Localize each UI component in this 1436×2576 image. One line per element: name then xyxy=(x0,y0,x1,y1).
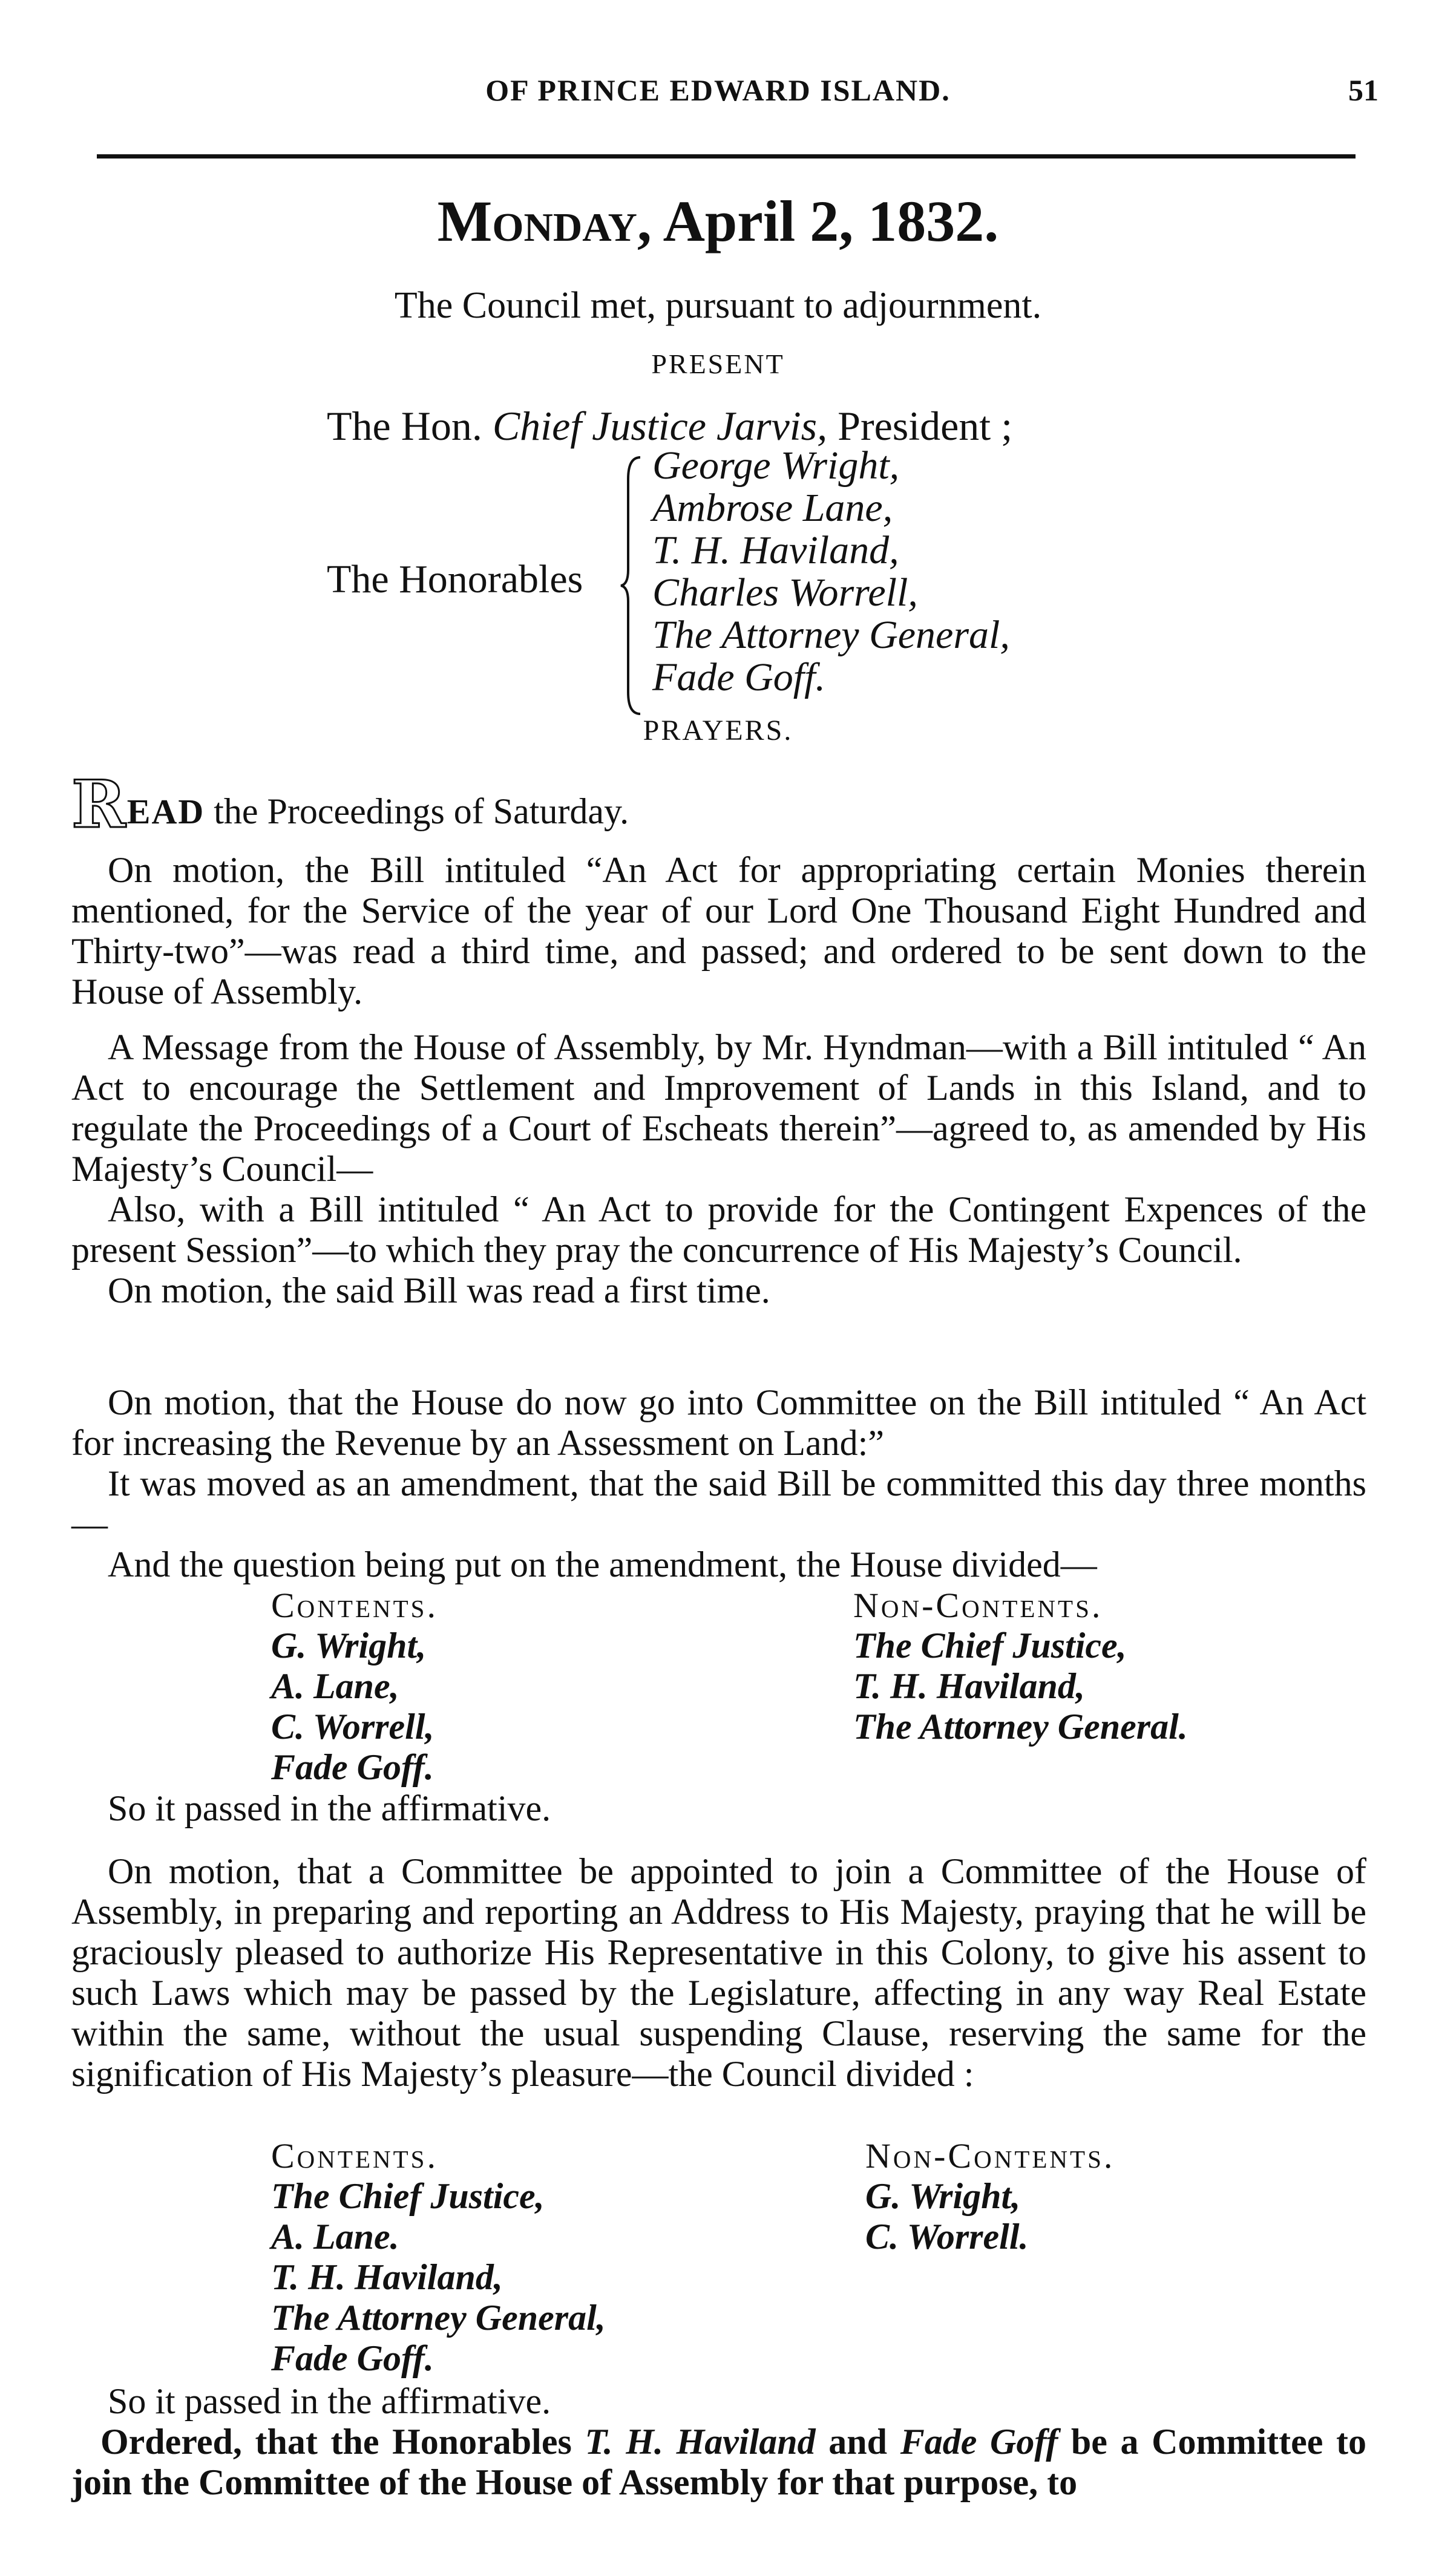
header-rule xyxy=(97,154,1356,159)
contents-heading: Contents. xyxy=(271,2136,438,2176)
honorables-list xyxy=(652,445,1010,699)
paragraph-text: On motion, that the House do now go into Committee on the Bill intituled “ An Act for increasing the Revenue by an Assessment on Land:” xyxy=(71,1382,1366,1463)
vote-name: Fade Goff. xyxy=(271,1747,434,1787)
paragraph-text: On motion, that a Committee be appointed to join a Committee of the House of Assembly, in preparing and reporting an Address to His Majesty, praying that he will be graciously pleased to authorize His Representative in this Colony, to give his assent to such Laws which may be passed by the Legislature, affecting in any way Real Estate within the same, without the usual suspending Clause, reserving the same for the signification of His Majesty’s pleasure—the Council divided : xyxy=(71,1851,1366,2094)
honorable-member: Charles Worrell, xyxy=(652,570,918,615)
vote-name: The Attorney General, xyxy=(271,2298,606,2338)
vote-name: The Chief Justice, xyxy=(853,1626,1127,1666)
honorable-member: George Wright, xyxy=(652,443,900,488)
vote2-result: So it passed in the affirmative. xyxy=(108,2381,551,2421)
read-tail: the Proceedings of Saturday. xyxy=(205,791,629,831)
paragraph-text: And the question being put on the amendment, the House divided— xyxy=(108,1545,1097,1584)
page-number: 51 xyxy=(1348,73,1379,107)
drop-cap: R xyxy=(71,767,126,843)
paragraph-text: On motion, the Bill intituled “An Act for appropriating certain Monies therein mentioned, for the Service of the year of our Lord One Thousand Eight Hundred and Thirty-two”—was read a third time, and passed; and ordered to be sent down to the House of Assembly. xyxy=(71,850,1366,1012)
honorables-label: The Honorables xyxy=(327,557,583,601)
vote-name: The Chief Justice, xyxy=(271,2176,545,2216)
read-proceedings-line xyxy=(71,767,1366,843)
paragraph-text: It was moved as an amendment, that the said Bill be committed this day three months— xyxy=(71,1463,1366,1544)
paragraph-ordered-committee xyxy=(71,2422,1366,2503)
date-rest: , April 2, 1832. xyxy=(637,189,999,253)
vote-name: G. Wright, xyxy=(865,2176,1021,2216)
honorable-member: The Attorney General, xyxy=(652,613,1010,657)
vote-name: T. H. Haviland, xyxy=(271,2257,503,2297)
ordered-prefix: Ordered, that the Honorables xyxy=(100,2422,585,2462)
paragraph-appropriation-bill xyxy=(71,850,1366,1012)
non-contents-heading: Non-Contents. xyxy=(853,1586,1103,1625)
vote-name: A. Lane, xyxy=(271,1666,399,1706)
vote1-result: So it passed in the affirmative. xyxy=(108,1788,551,1828)
paragraph-address-committee xyxy=(71,1851,1366,2094)
president-prefix: The Hon. xyxy=(327,403,493,449)
paragraph-text: Also, with a Bill intituled “ An Act to provide for the Contingent Expences of the present Session”—to which they pray the concurrence of His Majesty’s Council. xyxy=(71,1189,1366,1270)
vote1-non-contents xyxy=(853,1585,1188,1747)
contents-heading: Contents. xyxy=(271,1586,438,1625)
read-cap-rest: EAD xyxy=(126,792,205,831)
vote-name: G. Wright, xyxy=(271,1626,427,1666)
vote-name: The Attorney General. xyxy=(853,1707,1188,1747)
brace-icon xyxy=(618,455,643,716)
vote1-contents xyxy=(271,1585,438,1788)
running-title: OF PRINCE EDWARD ISLAND. xyxy=(485,73,951,107)
president-name: Chief Justice Jarvis, xyxy=(492,403,828,449)
paragraph-text: On motion, the said Bill was read a first time. xyxy=(108,1270,770,1310)
council-met-line: The Council met, pursuant to adjournment. xyxy=(394,285,1042,326)
paragraph-text: A Message from the House of Assembly, by Mr. Hyndman—with a Bill intituled “ An Act to encourage the Settlement and Improvement of Lands in this Island, and to regulate the Proceedings of a Court of Escheats therein”—agreed to, as amended by His Majesty’s Council— xyxy=(71,1027,1366,1189)
vote-name: C. Worrell, xyxy=(271,1707,434,1747)
ordered-mid: and xyxy=(815,2422,900,2462)
vote-name: T. H. Haviland, xyxy=(853,1666,1085,1706)
prayers-label: PRAYERS. xyxy=(643,714,793,747)
honorable-member: Fade Goff. xyxy=(652,655,825,699)
ordered-suffix: be a Committee to join the Committee of the House of Assembly for that purpose, to xyxy=(71,2422,1366,2502)
vote-name: Fade Goff. xyxy=(271,2338,434,2378)
paragraph-revenue-bill xyxy=(71,1382,1366,1585)
vote2-non-contents xyxy=(865,2136,1115,2257)
date-day: Monday xyxy=(437,189,637,253)
non-contents-heading: Non-Contents. xyxy=(865,2136,1115,2176)
ordered-name-goff: Fade Goff xyxy=(900,2422,1058,2462)
president-suffix: President ; xyxy=(827,403,1013,449)
paragraph-text xyxy=(71,2422,1366,2503)
vote-name: C. Worrell. xyxy=(865,2217,1029,2257)
vote-name: A. Lane. xyxy=(271,2217,399,2257)
honorable-member: Ambrose Lane, xyxy=(652,486,893,530)
present-label: PRESENT xyxy=(651,348,785,379)
honorable-member: T. H. Haviland, xyxy=(652,528,899,572)
date-heading xyxy=(0,188,1436,255)
running-head xyxy=(0,73,1436,121)
vote2-contents xyxy=(271,2136,606,2379)
ordered-name-haviland: T. H. Haviland xyxy=(585,2422,816,2462)
paragraph-message-escheats xyxy=(71,1027,1366,1311)
